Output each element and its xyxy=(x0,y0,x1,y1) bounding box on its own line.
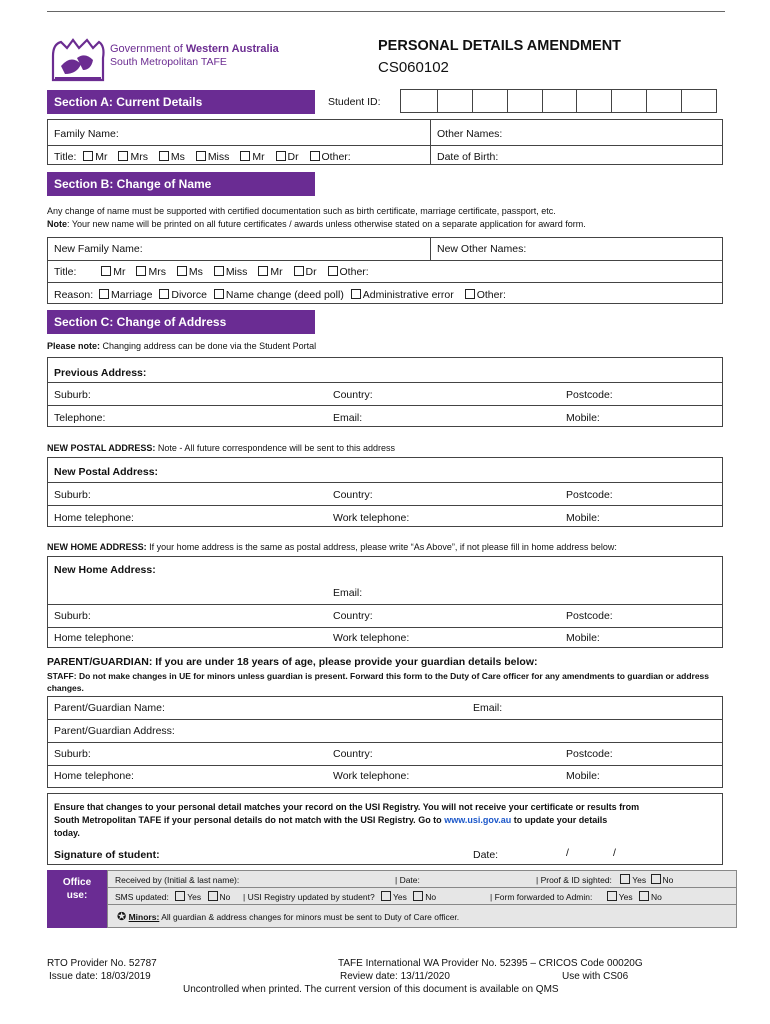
new-other-names-field[interactable]: New Other Names: xyxy=(437,243,527,255)
new-family-name-field[interactable]: New Family Name: xyxy=(54,243,143,255)
guardian-email-field[interactable]: Email: xyxy=(473,702,503,714)
home-address-heading: NEW HOME ADDRESS: If your home address is the same as postal address, please write “As Above”, if not please fill in home address below: xyxy=(47,542,617,552)
top-rule xyxy=(47,11,725,12)
new-home-address-label: New Home Address: xyxy=(54,564,156,576)
checkbox-sms-yes[interactable] xyxy=(175,891,185,901)
gov-name-line1: Government of Western Australia xyxy=(110,43,279,55)
postal-home-telephone-field[interactable]: Home telephone: xyxy=(54,512,134,524)
guardian-postcode-field[interactable]: Postcode: xyxy=(566,748,613,760)
portal-note: Please note: Changing address can be done via the Student Portal xyxy=(47,341,317,351)
guardian-home-telephone-field[interactable]: Home telephone: xyxy=(54,770,134,782)
checkbox-new-dr[interactable] xyxy=(294,266,304,276)
home-suburb-field[interactable]: Suburb: xyxy=(54,610,91,622)
checkbox-mr2[interactable] xyxy=(240,151,250,161)
staff-note: STAFF: Do not make changes in UE for minors unless guardian is present. Forward this form to the Duty of Care officer for any amendments to guardian or address changes. xyxy=(47,671,710,693)
postal-country-field[interactable]: Country: xyxy=(333,489,373,501)
title-options[interactable]: Title: Mr Mrs Ms Miss Mr Dr Other: xyxy=(54,151,351,163)
new-title-options[interactable]: Title: Mr Mrs Ms Miss Mr Dr Other: xyxy=(54,266,369,278)
star-icon: ✪ xyxy=(117,911,127,923)
postal-address-heading: NEW POSTAL ADDRESS: Note - All future correspondence will be sent to this address xyxy=(47,443,395,453)
date-slash-2: / xyxy=(613,847,616,859)
prev-telephone-field[interactable]: Telephone: xyxy=(54,412,106,424)
previous-address-table xyxy=(47,357,723,427)
checkbox-new-mr2[interactable] xyxy=(258,266,268,276)
checkbox-new-miss[interactable] xyxy=(214,266,224,276)
prev-email-field[interactable]: Email: xyxy=(333,412,363,424)
sms-options[interactable]: SMS updated: Yes No xyxy=(115,892,231,902)
checkbox-new-mr[interactable] xyxy=(101,266,111,276)
gov-name-line2: South Metropolitan TAFE xyxy=(110,56,227,68)
guardian-heading: PARENT/GUARDIAN: If you are under 18 years of age, please provide your guardian details below: xyxy=(47,656,538,668)
home-work-telephone-field[interactable]: Work telephone: xyxy=(333,632,410,644)
previous-address-label: Previous Address: xyxy=(54,367,147,379)
review-date: Review date: 13/11/2020 xyxy=(340,971,450,982)
section-b-heading: Section B: Change of Name xyxy=(47,172,315,196)
guardian-name-field[interactable]: Parent/Guardian Name: xyxy=(54,702,165,714)
home-home-telephone-field[interactable]: Home telephone: xyxy=(54,632,134,644)
other-names-field[interactable]: Other Names: xyxy=(437,128,503,140)
prev-suburb-field[interactable]: Suburb: xyxy=(54,389,91,401)
checkbox-new-ms[interactable] xyxy=(177,266,187,276)
guardian-suburb-field[interactable]: Suburb: xyxy=(54,748,91,760)
new-postal-address-label: New Postal Address: xyxy=(54,466,159,478)
checkbox-mrs[interactable] xyxy=(118,151,128,161)
section-a-heading: Section A: Current Details xyxy=(47,90,315,114)
checkbox-proof-no[interactable] xyxy=(651,874,661,884)
checkbox-forward-no[interactable] xyxy=(639,891,649,901)
guardian-address-field[interactable]: Parent/Guardian Address: xyxy=(54,725,175,737)
checkbox-forward-yes[interactable] xyxy=(607,891,617,901)
family-name-field[interactable]: Family Name: xyxy=(54,128,119,140)
dob-field[interactable]: Date of Birth: xyxy=(437,151,499,163)
form-title: PERSONAL DETAILS AMENDMENT xyxy=(378,38,622,54)
checkbox-proof-yes[interactable] xyxy=(620,874,630,884)
checkbox-divorce[interactable] xyxy=(159,289,169,299)
received-by-field[interactable]: Received by (Initial & last name): xyxy=(115,875,240,885)
postal-postcode-field[interactable]: Postcode: xyxy=(566,489,613,501)
usi-updated-options[interactable]: | USI Registry updated by student? Yes No xyxy=(243,892,437,902)
student-id-boxes[interactable] xyxy=(400,89,717,113)
forwarded-options[interactable]: | Form forwarded to Admin: Yes No xyxy=(490,892,662,902)
signature-date-field[interactable]: Date: xyxy=(473,849,499,861)
form-code: CS060102 xyxy=(378,59,449,76)
checkbox-new-other[interactable] xyxy=(328,266,338,276)
checkbox-miss[interactable] xyxy=(196,151,206,161)
home-country-field[interactable]: Country: xyxy=(333,610,373,622)
signature-field[interactable]: Signature of student: xyxy=(54,849,160,861)
checkbox-mr[interactable] xyxy=(83,151,93,161)
checkbox-ms[interactable] xyxy=(159,151,169,161)
usi-link[interactable]: www.usi.gov.au xyxy=(444,815,512,825)
section-b-note1: Any change of name must be supported with certified documentation such as birth certificate, marriage certificate, passport, etc. xyxy=(47,206,556,216)
tafe-international: TAFE International WA Provider No. 52395 – CRICOS Code 00020G xyxy=(338,958,643,969)
guardian-work-telephone-field[interactable]: Work telephone: xyxy=(333,770,410,782)
office-use-label: Office use: xyxy=(47,870,107,928)
issue-date: Issue date: 18/03/2019 xyxy=(49,971,151,982)
checkbox-reason-other[interactable] xyxy=(465,289,475,299)
checkbox-marriage[interactable] xyxy=(99,289,109,299)
reason-options[interactable]: Reason: Marriage Divorce Name change (deed poll) Administrative error Other: xyxy=(54,289,506,301)
prev-country-field[interactable]: Country: xyxy=(333,389,373,401)
checkbox-sms-no[interactable] xyxy=(208,891,218,901)
declaration-text: Ensure that changes to your personal detail matches your record on the USI Registry. You will not receive your certificate or results from South Metropolitan TAFE if your personal details do not match with the USI Registry. Go to www.usi.gov.au to update your details today. xyxy=(54,802,640,838)
date-slash-1: / xyxy=(566,847,569,859)
minors-note: ✪ Minors: All guardian & address changes for minors must be sent to Duty of Care officer. xyxy=(117,911,460,923)
guardian-mobile-field[interactable]: Mobile: xyxy=(566,770,600,782)
home-email-field[interactable]: Email: xyxy=(333,587,363,599)
prev-postcode-field[interactable]: Postcode: xyxy=(566,389,613,401)
wa-crest-logo xyxy=(47,36,107,82)
proof-id-options[interactable]: | Proof & ID sighted: Yes No xyxy=(536,875,674,885)
checkbox-admin-error[interactable] xyxy=(351,289,361,299)
uncontrolled-note: Uncontrolled when printed. The current version of this document is available on QMS xyxy=(183,984,559,995)
checkbox-other[interactable] xyxy=(310,151,320,161)
checkbox-usi-yes[interactable] xyxy=(381,891,391,901)
postal-suburb-field[interactable]: Suburb: xyxy=(54,489,91,501)
checkbox-dr[interactable] xyxy=(276,151,286,161)
guardian-country-field[interactable]: Country: xyxy=(333,748,373,760)
postal-work-telephone-field[interactable]: Work telephone: xyxy=(333,512,410,524)
checkbox-usi-no[interactable] xyxy=(413,891,423,901)
postal-mobile-field[interactable]: Mobile: xyxy=(566,512,600,524)
section-c-heading: Section C: Change of Address xyxy=(47,310,315,334)
home-postcode-field[interactable]: Postcode: xyxy=(566,610,613,622)
section-b-note2: Note: Your new name will be printed on all future certificates / awards unless otherwise stated on a separate application for award form. xyxy=(47,219,586,229)
office-date-field[interactable]: | Date: xyxy=(395,875,420,885)
rto-number: RTO Provider No. 52787 xyxy=(47,958,157,969)
prev-mobile-field[interactable]: Mobile: xyxy=(566,412,600,424)
student-id-label: Student ID: xyxy=(328,96,381,108)
checkbox-new-mrs[interactable] xyxy=(136,266,146,276)
home-mobile-field[interactable]: Mobile: xyxy=(566,632,600,644)
checkbox-deedpoll[interactable] xyxy=(214,289,224,299)
use-with: Use with CS06 xyxy=(562,971,629,982)
